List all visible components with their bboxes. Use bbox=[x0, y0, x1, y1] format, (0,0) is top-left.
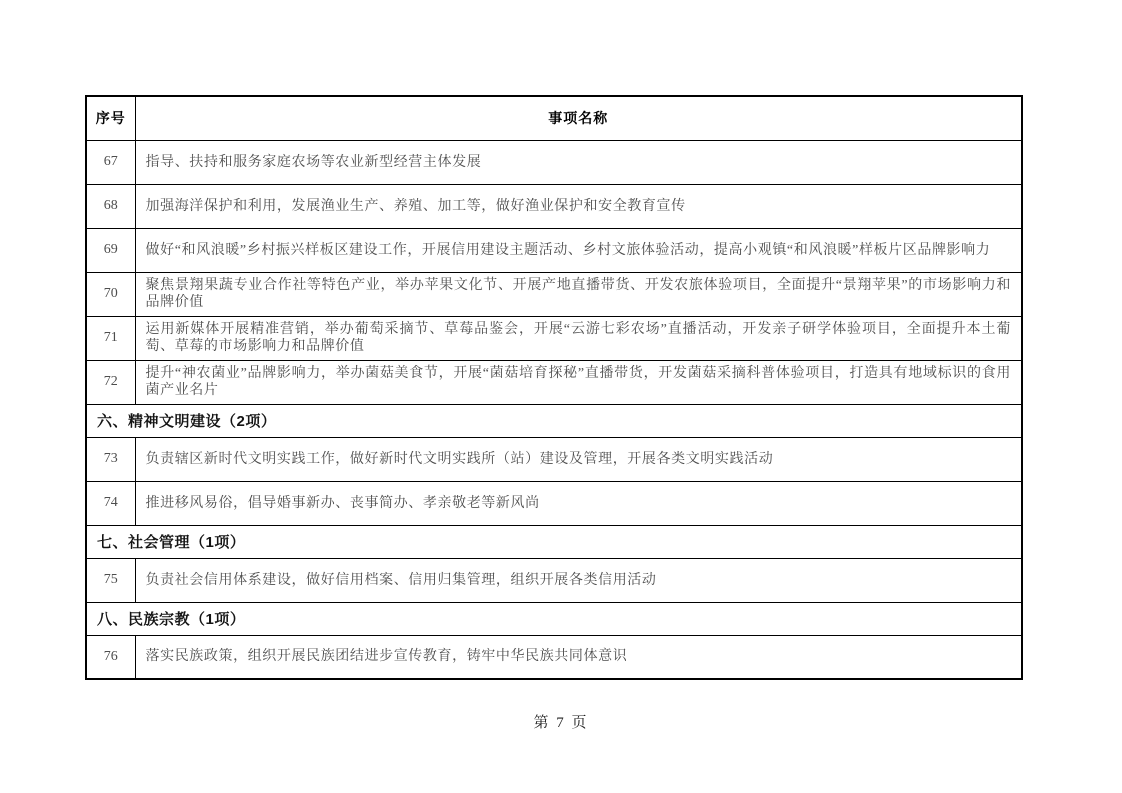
row-serial-no: 70 bbox=[86, 272, 135, 316]
table-row-69 bbox=[86, 228, 1022, 272]
row-item-text: 负责辖区新时代文明实践工作，做好新时代文明实践所（站）建设及管理，开展各类文明实践活动 bbox=[135, 437, 1022, 481]
table-row-74 bbox=[86, 481, 1022, 525]
row-serial-no: 68 bbox=[86, 184, 135, 228]
section-title: 六、精神文明建设（2项） bbox=[86, 404, 1022, 437]
table-row-73 bbox=[86, 437, 1022, 481]
table-row-68 bbox=[86, 184, 1022, 228]
table-header-row bbox=[86, 96, 1022, 140]
section-row-ethnic-religion bbox=[86, 602, 1022, 635]
row-serial-no: 74 bbox=[86, 481, 135, 525]
row-serial-no: 75 bbox=[86, 558, 135, 602]
row-serial-no: 76 bbox=[86, 635, 135, 679]
row-item-text: 聚焦景翔果蔬专业合作社等特色产业，举办苹果文化节、开展产地直播带货、开发农旅体验项目，全面提升“景翔苹果”的市场影响力和品牌价值 bbox=[135, 272, 1022, 316]
page-number: 第 7 页 bbox=[533, 715, 589, 731]
row-item-text: 做好“和风浪暖”乡村振兴样板区建设工作，开展信用建设主题活动、乡村文旅体验活动，提高小观镇“和风浪暖”样板片区品牌影响力 bbox=[135, 228, 1022, 272]
row-serial-no: 69 bbox=[86, 228, 135, 272]
row-item-text: 负责社会信用体系建设，做好信用档案、信用归集管理，组织开展各类信用活动 bbox=[135, 558, 1022, 602]
row-item-text: 落实民族政策，组织开展民族团结进步宣传教育，铸牢中华民族共同体意识 bbox=[135, 635, 1022, 679]
header-cell-item-name: 事项名称 bbox=[135, 96, 1022, 140]
table-row-70 bbox=[86, 272, 1022, 316]
table-row-67 bbox=[86, 140, 1022, 184]
row-serial-no: 72 bbox=[86, 360, 135, 404]
row-serial-no: 67 bbox=[86, 140, 135, 184]
row-item-text: 运用新媒体开展精准营销，举办葡萄采摘节、草莓品鉴会，开展“云游七彩农场”直播活动，开发亲子研学体验项目，全面提升本土葡萄、草莓的市场影响力和品牌价值 bbox=[135, 316, 1022, 360]
table-row-72 bbox=[86, 360, 1022, 404]
table-row-76 bbox=[86, 635, 1022, 679]
row-item-text: 推进移风易俗，倡导婚事新办、丧事简办、孝亲敬老等新风尚 bbox=[135, 481, 1022, 525]
row-item-text: 提升“神农菌业”品牌影响力，举办菌菇美食节，开展“菌菇培育探秘”直播带货，开发菌菇采摘科普体验项目，打造具有地域标识的食用菌产业名片 bbox=[135, 360, 1022, 404]
section-row-spiritual-civilization bbox=[86, 404, 1022, 437]
row-item-text: 加强海洋保护和利用，发展渔业生产、养殖、加工等，做好渔业保护和安全教育宣传 bbox=[135, 184, 1022, 228]
table-row-75 bbox=[86, 558, 1022, 602]
section-title: 八、民族宗教（1项） bbox=[86, 602, 1022, 635]
row-serial-no: 73 bbox=[86, 437, 135, 481]
section-title: 七、社会管理（1项） bbox=[86, 525, 1022, 558]
header-cell-serial-no: 序号 bbox=[86, 96, 135, 140]
table-row-71 bbox=[86, 316, 1022, 360]
row-item-text: 指导、扶持和服务家庭农场等农业新型经营主体发展 bbox=[135, 140, 1022, 184]
row-serial-no: 71 bbox=[86, 316, 135, 360]
items-table bbox=[85, 95, 1023, 680]
section-row-social-management bbox=[86, 525, 1022, 558]
